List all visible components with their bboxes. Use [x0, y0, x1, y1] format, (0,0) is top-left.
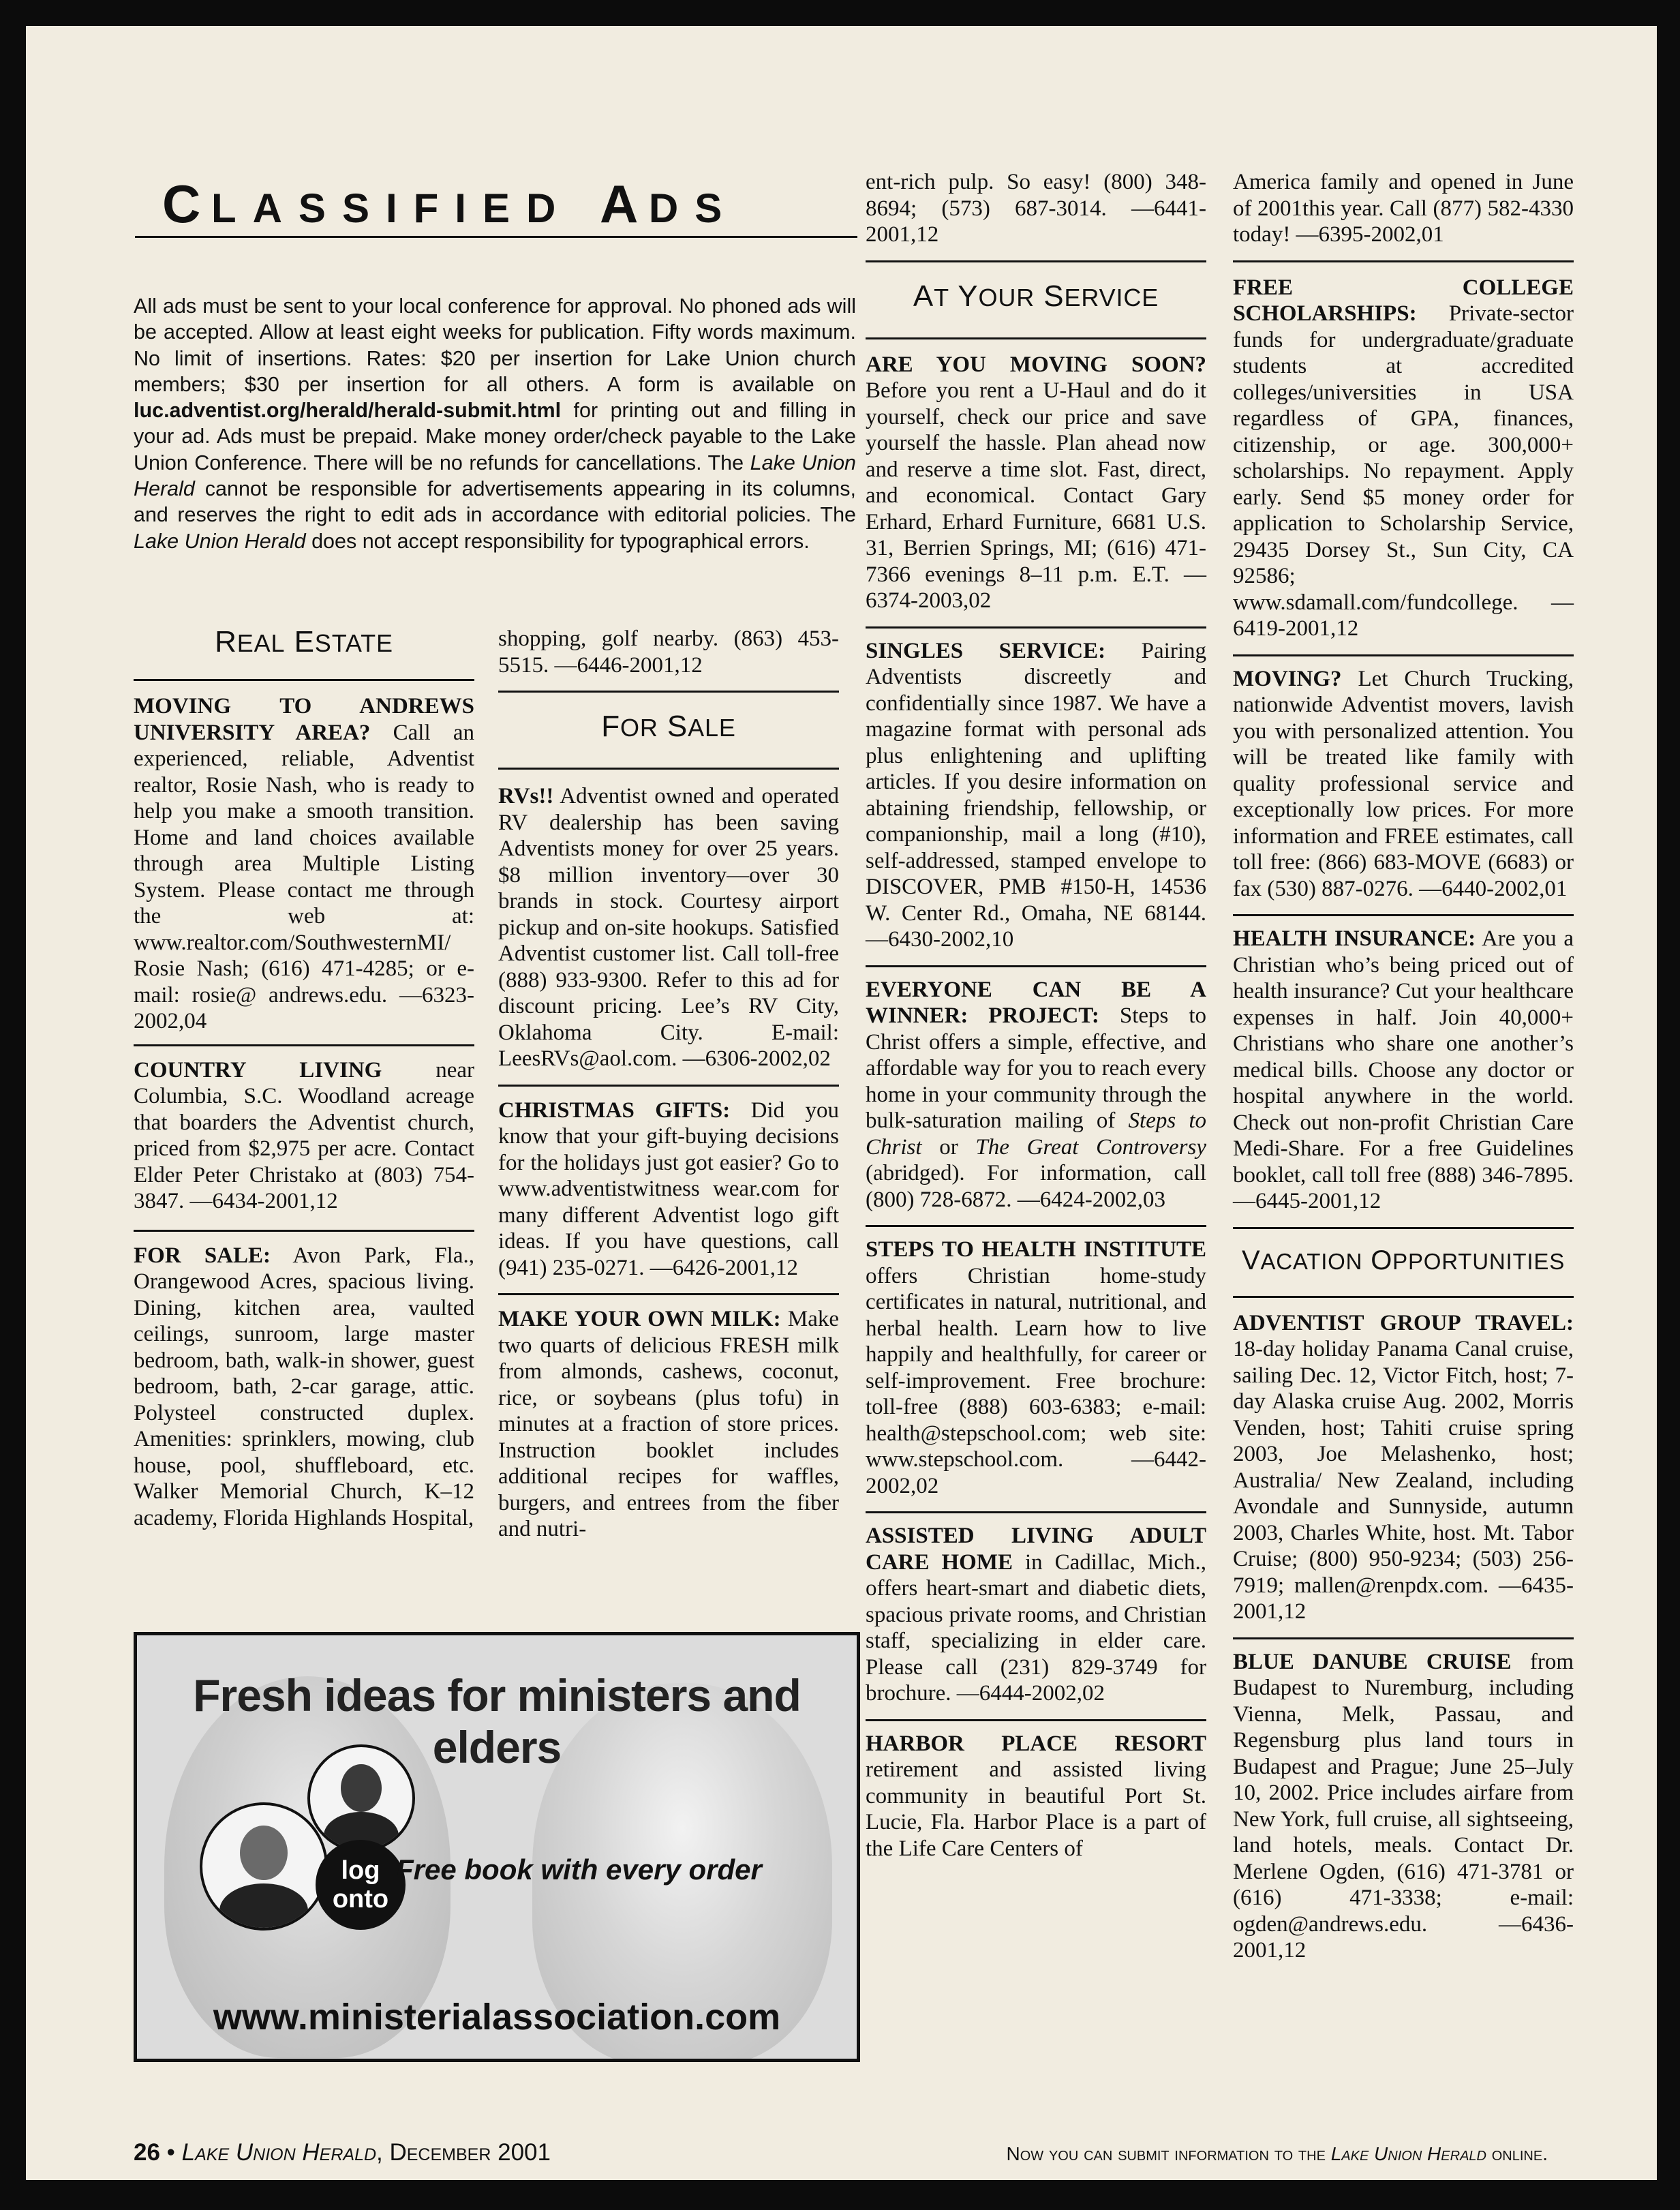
advert-headline: Fresh ideas for ministers and elders — [193, 1670, 801, 1772]
ad-divider — [1233, 260, 1574, 262]
classified-ad: COUNTRY LIVING near Columbia, S.C. Woodland acreage that boarders the Adventist church, priced from $2,975 per acre. Contact Elder Peter Christako at (803) 754-3847. —6434-2001,12 — [134, 1057, 474, 1214]
advert-tagline: Free book with every order — [396, 1853, 762, 1886]
column-2 — [498, 626, 839, 1543]
submission-guidelines: All ads must be sent to your local conference for approval. No phoned ads will be accepted. Allow at least eight weeks for publication. Fifty words maximum. No limit of insertions. Rates: $20 per insertion for Lake Union church members; $30 per insertion for all others. A form is available on luc.adventist.org/herald/herald-submit.html for printing out and filling in your ad. Ads must be prepaid. Make money order/check payable to the Lake Union Conference. There will be no refunds for cancellations. The Lake Union Herald cannot be responsible for advertisements appearing in its columns, and reserves the right to edit ads in accordance with editorial policies. The Lake Union Herald does not accept responsibility for typographical errors. — [134, 294, 857, 553]
classified-ad: MOVING? Let Church Trucking, nationwide Adventist movers, lavish you with personalized attention. You will be treated like family with quality professional service and exceptionally low prices. For more information and FREE estimates, call toll free: (866) 683-MOVE (6683) or fax (530) 887-0276. —6440-2002,01 — [1233, 666, 1574, 901]
section-head-real-estate: REAL ESTATE — [215, 625, 393, 659]
classified-ad-continued: shopping, golf nearby. (863) 453-5515. —6446-2001,12 — [498, 626, 839, 678]
ad-divider — [866, 1719, 1206, 1721]
ad-divider — [866, 1511, 1206, 1513]
submit-link[interactable]: luc.adventist.org/herald/herald-submit.html — [134, 399, 562, 423]
section-rule — [866, 337, 1206, 339]
portrait-man-icon — [200, 1802, 328, 1931]
section-rule — [1233, 1227, 1574, 1229]
section-rule — [866, 260, 1206, 262]
ad-divider — [134, 1230, 474, 1232]
section-head-at-your-service: AT YOUR SERVICE — [913, 279, 1159, 313]
advert-url-link[interactable]: www.ministerialassociation.com — [213, 1997, 781, 2038]
classified-ad: RVs!! Adventist owned and operated RV dealership has been saving Adventists money for over 25 years. $8 million inventory—over 30 brands in stock. Courtesy airport pickup and on-site hookups. Satisfied Adventist customer list. Call toll-free (888) 933-9300. Refer to this ad for discount pricing. Lee’s RV City, Oklahoma City. E-mail: LeesRVs@aol.com. —6306-2002,02 — [498, 784, 839, 1072]
title-rest-2: DS — [648, 185, 739, 231]
title-rest-1: LASSIFIED — [211, 185, 572, 231]
publication-name: Lake Union Herald — [181, 2139, 377, 2166]
title-initial-a: A — [599, 174, 649, 234]
ministerial-association-advert[interactable] — [134, 1632, 860, 2062]
classified-ad: STEPS TO HEALTH INSTITUTE offers Christian home-study certificates in natural, nutritional, and herbal health. Learn how to live happily and healthfully, for career or self-improvement. Free brochure: toll-free (888) 603-6383; e-mail: health@stepschool.com; web site: www.stepschool.com. —6442-2002,02 — [866, 1237, 1206, 1498]
ad-divider — [1233, 914, 1574, 916]
classified-ad: SINGLES SERVICE: Pairing Adventists discreetly and confidentially since 1987. We have a magazine format with personal ads plus enlightening and uplifting articles. If you desire information on abtaining friendship, fellowship, or companionship, mail a long (#10), self-addressed, stamped envelope to DISCOVER, PMB #150-H, 14536 W. Center Rd., Omaha, NE 68144. —6430-2002,10 — [866, 638, 1206, 952]
page-title — [162, 174, 844, 234]
page-footer-right: Now you can submit information to the Lake Union Herald online. — [1006, 2143, 1548, 2164]
classified-ad: ADVENTIST GROUP TRAVEL: 18-day holiday Panama Canal cruise, sailing Dec. 12, Victor Fitch, host; 7-day Alaska cruise Aug. 2002, Morris Venden, host; Tahiti cruise spring 2003, Joe Melashenko, host; Australia/ New Zealand, including Avondale and Sunnyside, autumn 2003, Charles White, host. Mt. Tabor Cruise; (800) 950-9234; (503) 256-7919; mallen@renpdx.com. —6435-2001,12 — [1233, 1310, 1574, 1624]
portrait-woman-icon — [307, 1744, 415, 1852]
column-3 — [866, 169, 1206, 1862]
title-initial-c: C — [162, 174, 211, 234]
section-head-vacation: VACATION OPPORTUNITIES — [1241, 1245, 1566, 1275]
ad-divider — [866, 965, 1206, 967]
section-rule — [1233, 1296, 1574, 1298]
section-head-for-sale: FOR SALE — [601, 710, 736, 743]
classified-ad: EVERYONE CAN BE A WINNER: PROJECT: Steps to Christ offers a simple, effective, and affordable way for you to reach every home in your community through the bulk-saturation mailing of Steps to Christ or The Great Controversy (abridged). For information, call (800) 728-6872. —6424-2002,03 — [866, 977, 1207, 1212]
classified-ad: BLUE DANUBE CRUISE from Budapest to Nuremburg, including Vienna, Melk, Passau, and Regensburg plus land tours in Budapest and Prague; June 25–July 10, 2002. Price includes airfare from New York, full cruise, all sightseeing, land hotels, meals. Contact Dr. Merlene Ogden, (616) 471-3781 or (616) 471-3338; e-mail: ogden@andrews.edu. —6436-2001,12 — [1233, 1649, 1574, 1963]
classified-ad: MAKE YOUR OWN MILK: Make two quarts of delicious FRESH milk from almonds, cashews, coconut, rice, or soybeans (plus tofu) in minutes at a fraction of store prices. Instruction booklet includes additional recipes for waffles, burgers, and entrees from the fiber and nutri- — [498, 1307, 839, 1542]
page-footer-left: 26 • Lake Union Herald, December 2001 — [134, 2139, 551, 2166]
classified-ad: MOVING TO ANDREWS UNIVERSITY AREA? Call an experienced, reliable, Adventist realtor, Rosie Nash, who is ready to help you make a smooth transition. Home and land choices available through area Multiple Listing System. Please contact me through the web at: www.realtor.com/SouthwesternMI/ Rosie Nash; (616) 471-4285; or e-mail: rosie@ andrews.edu. —6323-2002,04 — [134, 694, 474, 1034]
issue-date: , December 2001 — [376, 2139, 551, 2166]
ad-divider — [134, 1044, 474, 1046]
classified-ad: ARE YOU MOVING SOON? Before you rent a U-Haul and do it yourself, check our price and save yourself the hassle. Plan ahead now and reserve a time slot. Fast, direct, and economical. Contact Gary Erhard, Erhard Furniture, 6681 U.S. 31, Berrien Springs, MI; (616) 471-7366 evenings 8–11 p.m. E.T. —6374-2003,02 — [866, 352, 1206, 614]
classified-ad: FREE COLLEGE SCHOLARSHIPS: Private-sector funds for undergraduate/graduate students at accredited colleges/universities in USA regardless of GPA, finances, citizenship, or age. 300,000+ scholarships. No repayment. Apply early. Send $5 money order for application to Scholarship Service, 29435 Dorsey St., Sun City, CA 92586; www.sdamall.com/fundcollege. —6419-2001,12 — [1233, 275, 1574, 641]
classified-ad: HEALTH INSURANCE: Are you a Christian who’s being priced out of health insurance? Cut your healthcare expenses in half. Join 40,000+ Christians who share one another’s medical bills. Choose any doctor or hospital anywhere in the world. Check out non-profit Christian Care Medi-Share. For a free Guidelines booklet, call toll free (888) 346-7895. —6445-2001,12 — [1233, 926, 1574, 1213]
section-rule — [498, 691, 839, 693]
classified-ad-continued: ent-rich pulp. So easy! (800) 348-8694; (573) 687-3014. —6441-2001,12 — [866, 170, 1206, 247]
title-rule — [135, 236, 857, 238]
ad-divider — [866, 1225, 1206, 1227]
section-rule — [134, 679, 474, 681]
log-onto-badge: log onto — [316, 1840, 406, 1930]
page-number: 26 — [134, 2139, 160, 2166]
column-1 — [134, 626, 474, 1531]
section-rule — [498, 768, 839, 770]
ad-divider — [866, 626, 1206, 629]
classified-ad: ASSISTED LIVING ADULT CARE HOME in Cadillac, Mich., offers heart-smart and diabetic diets, spacious private rooms, and Christian staff, specializing in elder care. Please call (231) 829-3749 for brochure. —6444-2002,02 — [866, 1524, 1206, 1706]
magazine-page — [26, 26, 1657, 2180]
ad-divider — [1233, 654, 1574, 656]
ad-divider — [1233, 1637, 1574, 1639]
classified-ad-continued: America family and opened in June of 2001this year. Call (877) 582-4330 today! —6395-2002,01 — [1233, 170, 1574, 247]
ad-divider — [498, 1293, 839, 1295]
classified-ad: HARBOR PLACE RESORT retirement and assisted living community in beautiful Port St. Lucie, Fla. Harbor Place is a part of the Life Care Centers of — [866, 1731, 1206, 1861]
classified-ad: FOR SALE: Avon Park, Fla., Orangewood Acres, spacious living. Dining, kitchen area, vaulted ceilings, sunroom, large master bedroom, bath, walk-in shower, guest bedroom, bath, 2-car garage, attic. Polysteel constructed duplex. Amenities: sprinklers, mowing, club house, pool, shuffleboard, etc. Walker Memorial Church, K–12 academy, Florida Highlands Hospital, — [134, 1243, 474, 1530]
ad-divider — [498, 1085, 839, 1087]
classified-ad: CHRISTMAS GIFTS: Did you know that your gift-buying decisions for the holidays just got easier? Go to www.adventistwitness wear.com for many different Adventist logo gift ideas. If you have questions, call (941) 235-0271. —6426-2001,12 — [498, 1098, 840, 1280]
column-4 — [1233, 169, 1574, 1964]
